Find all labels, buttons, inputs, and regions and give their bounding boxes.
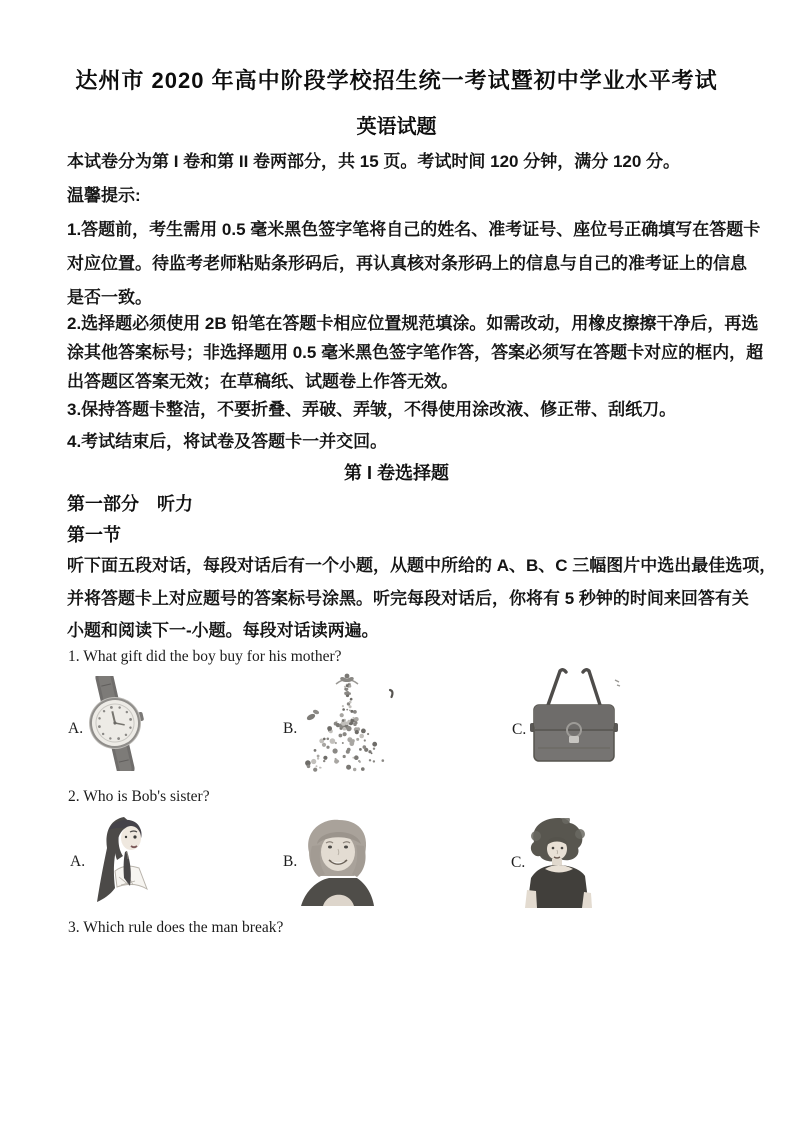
document-title: 达州市 2020 年高中阶段学校招生统一考试暨初中学业水平考试 [75, 68, 718, 93]
question-2-text: 2. Who is Bob's sister? [68, 788, 210, 805]
listening-instruction-line: 并将答题卡上对应题号的答案标号涂黑。听完每段对话后，你将有 5 秒钟的时间来回答有关 [67, 589, 749, 608]
question-3-text: 3. Which rule does the man break? [68, 919, 284, 936]
question-2-option-b-label: B. [283, 853, 298, 870]
note-line: 4.考试结束后，将试卷及答题卡一并交回。 [67, 432, 388, 451]
note-line: 3.保持答题卡整洁，不要折叠、弄破、弄皱，不得使用涂改液、修正带、刮纸刀。 [67, 400, 677, 419]
note-line: 1.答题前，考生需用 0.5 毫米黑色签字笔将自己的姓名、准考证号、座位号正确填写在答题卡 [67, 220, 761, 239]
listening-instruction-line: 听下面五段对话，每段对话后有一个小题，从题中所给的 A、B、C 三幅图片中选出最佳选项， [67, 556, 777, 575]
wristwatch-photo [86, 676, 144, 771]
section-heading: 第 I 卷选择题 [343, 463, 449, 483]
note-line: 对应位置。待监考老师粘贴条形码后，再认真核对条形码上的信息与自己的准考证上的信息 [67, 254, 747, 273]
question-2-option-a-label: A. [70, 853, 86, 870]
note-line: 涂其他答案标号；非选择题用 0.5 毫米黑色签字笔作答，答案必须写在答题卡对应的框内，超 [67, 343, 764, 362]
question-1-text: 1. What gift did the boy buy for his mother? [68, 648, 342, 665]
subsection-heading: 第一节 [67, 525, 121, 545]
tips-heading: 温馨提示: [67, 186, 141, 205]
note-line: 出答题区答案无效；在草稿纸、试题卷上作答无效。 [67, 372, 458, 391]
woman-short-curly-hair-photo [518, 818, 600, 908]
handbag-photo [527, 668, 621, 768]
question-1-option-c-label: C. [512, 721, 527, 738]
girl-long-dark-hair-photo [93, 815, 155, 906]
listening-instruction-line: 小题和阅读下一-小题。每段对话读两遍。 [67, 621, 379, 640]
question-2-option-c-label: C. [511, 854, 526, 871]
part-heading: 第一部分 听力 [67, 494, 193, 514]
note-line: 是否一致。 [67, 288, 152, 307]
note-line: 2.选择题必须使用 2B 铅笔在答题卡相应位置规范填涂。如需改动，用橡皮擦擦干净后，再选 [67, 314, 759, 333]
question-1-option-b-label: B. [283, 720, 298, 737]
question-1-option-a-label: A. [68, 720, 84, 737]
intro-line: 本试卷分为第 I 卷和第 II 卷两部分，共 15 页。考试时间 120 分钟，满分 120 分。 [67, 152, 681, 171]
woman-fair-bob-hair-photo [299, 816, 375, 906]
document-subtitle: 英语试题 [356, 116, 437, 138]
floral-dress-photo [298, 670, 396, 774]
